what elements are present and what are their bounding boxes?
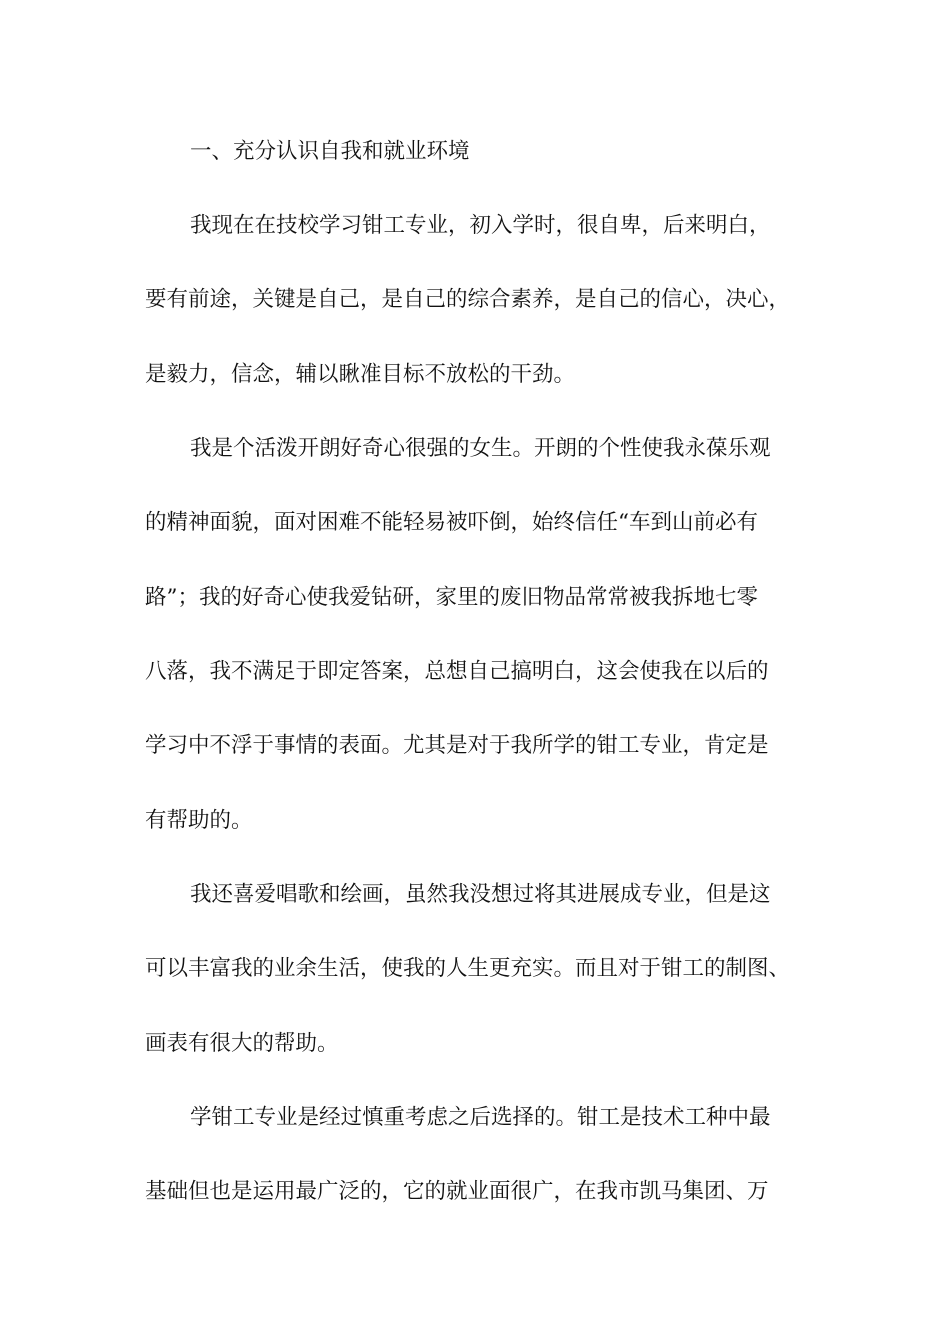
paragraph-line: 学钳工专业是经过慎重考虑之后选择的。钳工是技术工种中最 — [190, 1105, 771, 1130]
paragraph-line: 我现在在技校学习钳工专业，初入学时，很自卑，后来明白， — [190, 213, 771, 238]
paragraph-line: 学习中不浮于事情的表面。尤其是对于我所学的钳工专业，肯定是 — [145, 733, 769, 758]
paragraph-line: 的精神面貌，面对困难不能轻易被吓倒，始终信任“车到山前必有 — [145, 510, 758, 535]
paragraph-line: 我是个活泼开朗好奇心很强的女生。开朗的个性使我永葆乐观 — [190, 436, 771, 461]
paragraph-line: 基础但也是运用最广泛的，它的就业面很广，在我市凯马集团、万 — [145, 1179, 769, 1204]
paragraph-line: 我还喜爱唱歌和绘画，虽然我没想过将其进展成专业，但是这 — [190, 882, 771, 907]
paragraph-line: 画表有很大的帮助。 — [145, 1031, 339, 1056]
paragraph-line: 是毅力，信念，辅以瞅准目标不放松的干劲。 — [145, 362, 576, 387]
paragraph-line: 有帮助的。 — [145, 808, 253, 833]
paragraph-line: 可以丰富我的业余生活，使我的人生更充实。而且对于钳工的制图、 — [145, 956, 791, 981]
paragraph-line: 路”；我的好奇心使我爱钻研，家里的废旧物品常常被我拆地七零 — [145, 585, 758, 610]
paragraph-line: 八落，我不满足于即定答案，总想自己搞明白，这会使我在以后的 — [145, 659, 769, 684]
section-heading: 一、充分认识自我和就业环境 — [190, 139, 470, 164]
paragraph-line: 要有前途，关键是自己，是自己的综合素养，是自己的信心，决心， — [145, 287, 791, 312]
